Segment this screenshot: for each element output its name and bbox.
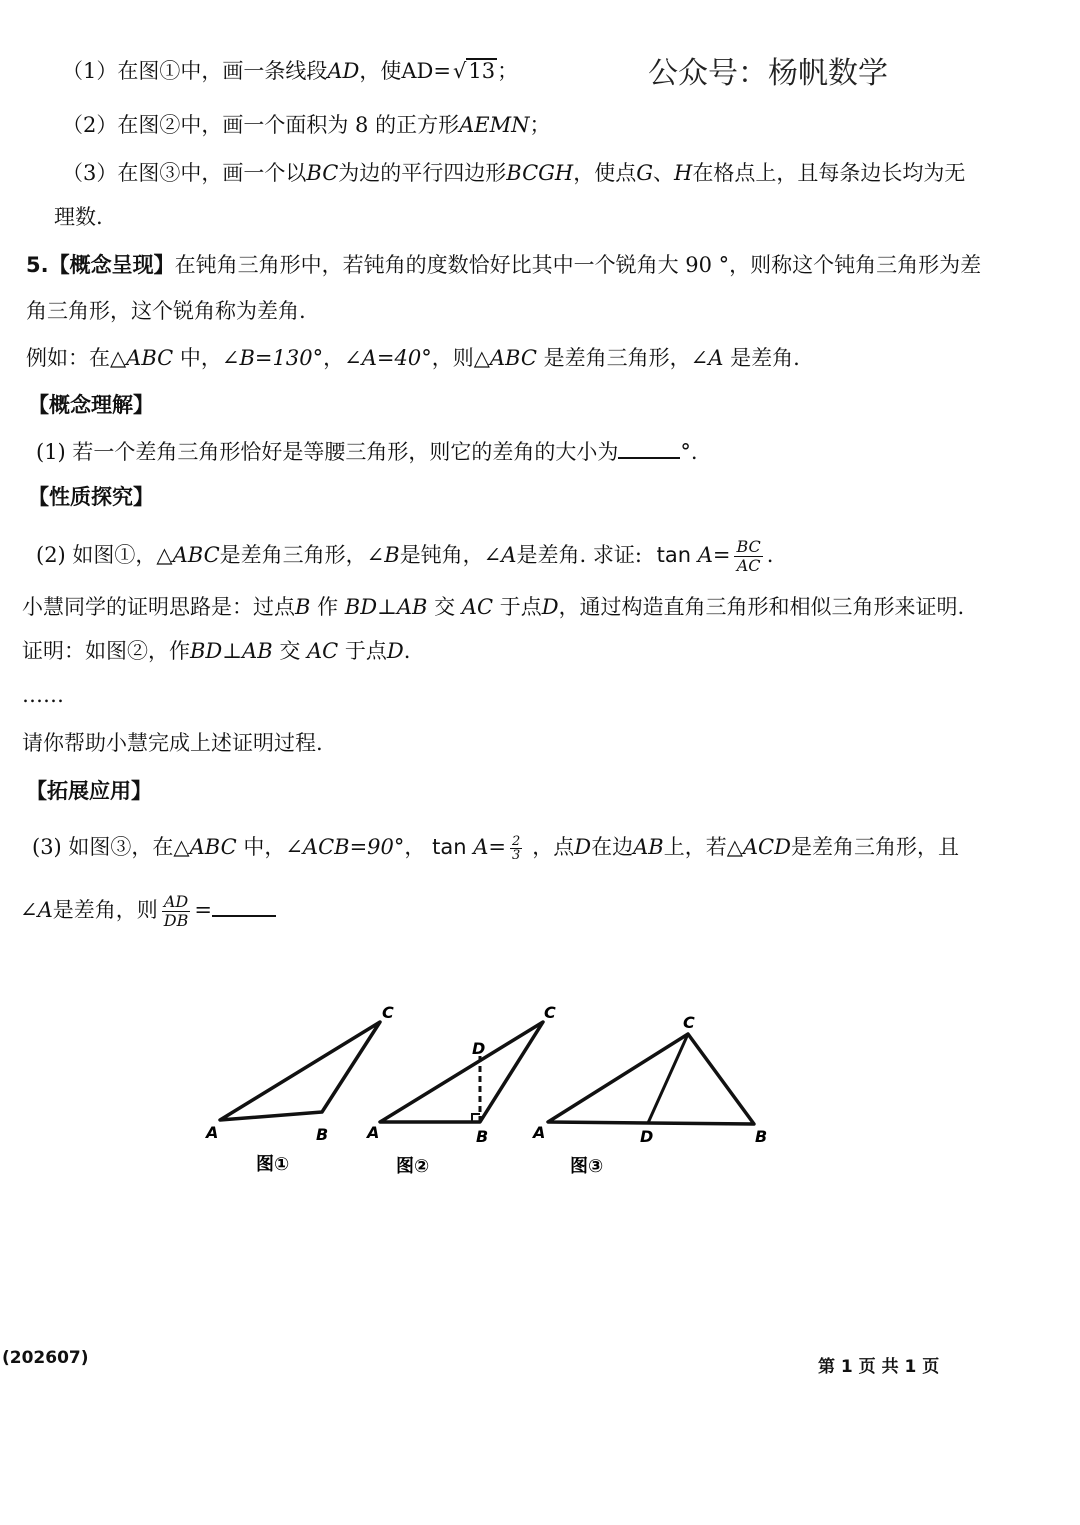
sqrt-radicand: 13	[468, 59, 496, 83]
ex-end: 是差角.	[723, 346, 800, 370]
q4-part3-cont: 理数.	[54, 205, 103, 229]
sub1-end: °.	[680, 440, 698, 464]
frac-num: AD	[163, 892, 189, 911]
q4-part3-mid: 为边的平行四边形	[338, 161, 507, 185]
ex-mid1: 中，	[173, 346, 222, 370]
section-property: 【性质探究】	[28, 484, 154, 509]
s2-mid1: 是差角三角形，∠	[219, 543, 385, 567]
watermark-text: 公众号：杨帆数学	[648, 56, 888, 91]
label-b-2: B	[476, 1127, 489, 1146]
idea-bd: BD	[344, 595, 378, 619]
idea-ab: AB	[396, 595, 428, 619]
q5-example	[26, 343, 800, 373]
frac-num: 2	[512, 834, 521, 849]
answer-blank-1[interactable]	[618, 437, 680, 459]
s2-abc: ABC	[172, 543, 220, 567]
label-a-2: A	[367, 1123, 380, 1142]
ex-angle-b: ∠B=130	[221, 346, 313, 370]
q5-sub2	[36, 538, 773, 575]
proof-perp: ⊥	[222, 639, 243, 663]
q4-part1-text: （1）在图①中，画一条线段	[62, 59, 328, 83]
s2-pre: (2) 如图①，△	[36, 543, 173, 567]
s2-b: B	[384, 543, 400, 567]
idea-ac: AC	[461, 595, 494, 619]
q4-part3-mid2: ，使点	[573, 161, 637, 185]
idea-mid2: 交	[427, 595, 462, 619]
s3c-pre: ∠	[20, 898, 38, 922]
figure-2	[365, 1003, 556, 1177]
idea-b: B	[295, 595, 311, 619]
figure-3	[531, 1013, 767, 1177]
footer-page: 第 1 页 共 1 页	[818, 1357, 940, 1377]
s2-end: .	[766, 543, 774, 567]
label-c-2: C	[544, 1003, 556, 1022]
label-a-3: A	[533, 1123, 546, 1142]
label-d-3: D	[640, 1127, 654, 1146]
proof-mid2: 于点	[338, 639, 387, 663]
q4-part3	[62, 158, 965, 188]
frac-den: DB	[163, 911, 189, 930]
s2-eq: =	[712, 543, 731, 567]
q4-part2-end: ；	[529, 113, 551, 137]
frac-den: AC	[736, 556, 761, 575]
label-c-1: C	[382, 1003, 394, 1022]
ex-abc: ABC	[126, 346, 174, 370]
q5-idea	[22, 592, 964, 622]
q4-part3-name: BCGH	[506, 161, 574, 185]
triangle-abc-1	[220, 1022, 380, 1120]
proof-mid: 交	[272, 639, 307, 663]
proof-d: D	[386, 639, 404, 663]
triangle-abc-3	[548, 1034, 754, 1124]
frac-num: BC	[736, 537, 761, 556]
q5-ask: 请你帮助小慧完成上述证明过程.	[22, 731, 323, 755]
q5-sub3	[32, 832, 959, 862]
s3-mid2: ，点	[532, 835, 575, 859]
fraction-2-3	[510, 835, 522, 862]
q5-number: 5.	[26, 253, 49, 277]
q4-part1	[62, 56, 518, 86]
ellipsis: ……	[22, 683, 64, 707]
s3-pre: (3) 如图③，在△	[32, 835, 190, 859]
label-b-1: B	[316, 1125, 329, 1144]
triangle-abc-2	[380, 1022, 543, 1122]
fraction-bc-ac	[734, 538, 762, 575]
s3c-a: A	[37, 898, 53, 922]
q5-sub3-cont	[20, 890, 276, 930]
proof-ab: AB	[242, 639, 273, 663]
ex-angle-a: ∠A=40	[344, 346, 422, 370]
frac-den: 3	[512, 848, 521, 863]
ex-abc2: ABC	[489, 346, 537, 370]
label-c-3: C	[683, 1013, 695, 1032]
answer-blank-3[interactable]	[212, 895, 276, 917]
q4-part3-end: 在格点上，且每条边长均为无	[692, 161, 966, 185]
q5-heading	[26, 250, 981, 280]
idea-mid1: 作	[310, 595, 345, 619]
s3-acd: ACD	[742, 835, 791, 859]
s3-deg: °，	[393, 835, 426, 859]
q4-part1-end: ；	[497, 59, 519, 83]
idea-pre: 小慧同学的证明思路是：过点	[22, 595, 295, 619]
s2-tan-a: A	[697, 543, 713, 567]
idea-mid3: 于点	[493, 595, 542, 619]
s3-mid3: 在边	[591, 835, 634, 859]
fraction-ad-db	[162, 893, 191, 930]
s2-a: A	[501, 543, 517, 567]
q4-part3-bc: BC	[306, 161, 339, 185]
figure-1	[204, 1003, 394, 1175]
ex-a2: A	[708, 346, 724, 370]
s3-mid4: 上，若△	[663, 835, 743, 859]
s3-tan-a: A	[473, 835, 489, 859]
q4-part1-seg: AD	[327, 59, 360, 83]
figures-area	[0, 990, 1080, 1230]
q4-part3-g: G	[636, 161, 654, 185]
idea-end: ，通过构造直角三角形和相似三角形来证明.	[558, 595, 965, 619]
s3-abc: ABC	[189, 835, 237, 859]
proof-pre: 证明：如图②，作	[22, 639, 190, 663]
q4-part1-mid: ，使AD=	[359, 59, 451, 83]
section-concept: 【概念理解】	[28, 392, 154, 417]
caption-fig-2: 图②	[396, 1156, 430, 1177]
q4-part2-square: AEMN	[459, 113, 530, 137]
s2-tan: tan	[656, 543, 692, 567]
proof-bd: BD	[190, 639, 223, 663]
q4-part2	[62, 110, 550, 140]
s3c-eq: =	[194, 898, 212, 922]
section-extension: 【拓展应用】	[26, 778, 152, 803]
s2-mid3: 是差角. 求证:	[516, 543, 642, 567]
sqrt-symbol: √13	[453, 59, 496, 83]
q5-proof	[22, 636, 410, 666]
label-a-1: A	[206, 1123, 219, 1142]
s3-tan: tan	[432, 835, 467, 859]
proof-ac: AC	[307, 639, 339, 663]
q4-part2-text: （2）在图②中，画一个面积为 8 的正方形	[62, 113, 460, 137]
s2-mid2: 是钝角，∠	[399, 543, 502, 567]
q5-heading-text: 在钝角三角形中，若钝角的度数恰好比其中一个锐角大 90 °，则称这个钝角三角形为差	[174, 253, 982, 277]
s3-ab: AB	[633, 835, 664, 859]
s3-acb: ∠ACB=90	[285, 835, 394, 859]
ex-mid2: 是差角三角形，∠	[536, 346, 709, 370]
ex-deg2: °，则△	[421, 346, 490, 370]
ex-pre: 例如：在△	[26, 346, 127, 370]
label-b-3: B	[755, 1127, 768, 1146]
q5-sub1	[36, 437, 698, 467]
q4-part3-h: H	[674, 161, 693, 185]
label-d-2: D	[472, 1039, 486, 1058]
s3-end: 是差角三角形，且	[790, 835, 959, 859]
q4-part3-text: （3）在图③中，画一个以	[62, 161, 307, 185]
caption-fig-1: 图①	[256, 1154, 290, 1175]
caption-fig-3: 图③	[570, 1156, 604, 1177]
s3c-mid: 是差角，则	[52, 898, 158, 922]
q4-part3-sep: 、	[653, 161, 675, 185]
footer-code: (202607)	[2, 1348, 89, 1368]
s3-d: D	[574, 835, 592, 859]
proof-end: .	[403, 639, 411, 663]
q5-tag: 【概念呈现】	[48, 252, 175, 277]
idea-perp: ⊥	[377, 595, 397, 619]
ex-deg1: °，	[312, 346, 345, 370]
s3-eq: =	[488, 835, 506, 859]
q5-heading-cont: 角三角形，这个锐角称为差角.	[26, 299, 306, 323]
sub1-question: (1) 若一个差角三角形恰好是等腰三角形，则它的差角的大小为	[36, 440, 619, 464]
idea-d: D	[541, 595, 559, 619]
s3-mid1: 中，	[236, 835, 286, 859]
